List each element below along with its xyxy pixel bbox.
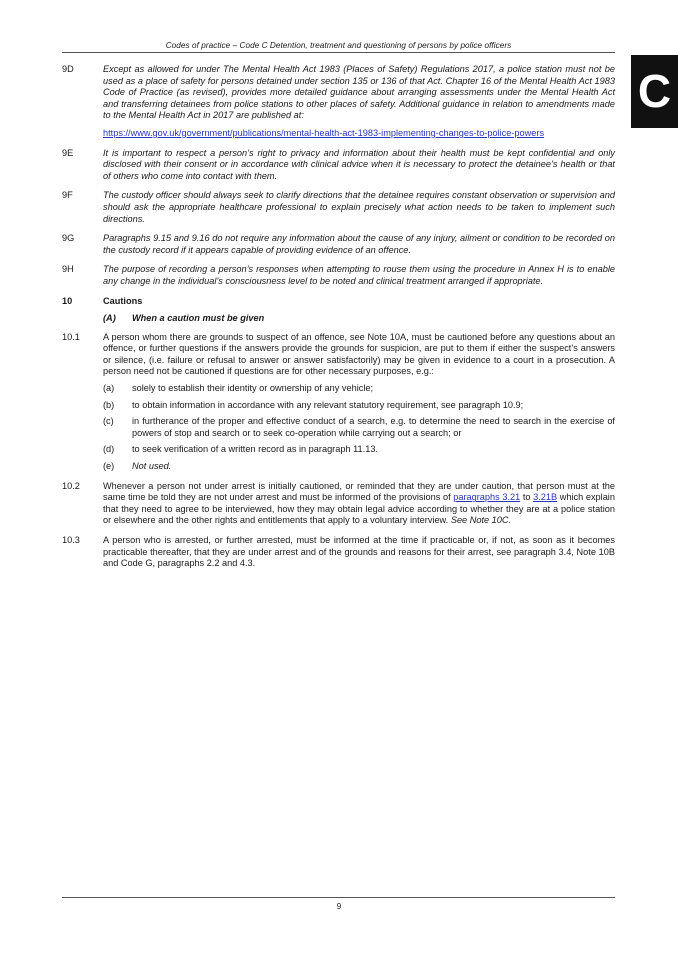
item-text: Not used. bbox=[132, 461, 172, 472]
note-number: 9F bbox=[62, 190, 73, 201]
gov-guidance-link[interactable]: https://www.gov.uk/government/publications/mental-health-act-1983-implementing-changes-to-police-powers bbox=[103, 127, 545, 138]
list-item bbox=[62, 461, 615, 473]
page-content bbox=[62, 64, 615, 578]
paragraph-3-21b-link[interactable]: 3.21B bbox=[533, 492, 558, 503]
note-9h bbox=[62, 264, 615, 287]
note-number: 9E bbox=[62, 147, 74, 158]
item-label: (b) bbox=[103, 399, 115, 410]
section-number: 10 bbox=[62, 295, 73, 306]
list-item bbox=[62, 400, 615, 412]
item-label: (e) bbox=[103, 461, 115, 472]
paragraph-number: 10.2 bbox=[62, 480, 80, 491]
note-number: 9D bbox=[62, 64, 74, 74]
section-heading bbox=[62, 296, 615, 308]
note-text: Except as allowed for under The Mental Health Act 1983 (Places of Safety) Regulations 2017, a police station must not be used as a place of safety for persons detained under section 135 or 136 of that Act. Chapter 16 of the Mental Health Act 1983 Code of Practice (as revised), provides more detailed guidance about arranging assessments under the Mental Health Act and transferring detainees from police stations to other places of safety. Additional guidance in relation to amendments made to the Mental Health Act in 2017 are published at: bbox=[103, 64, 615, 121]
note-text: The purpose of recording a person’s responses when attempting to rouse them using the procedure in Annex H is to enable any change in the individual’s consciousness level to be noted and clinical treatment arranged if appropriate. bbox=[103, 264, 615, 286]
list-item bbox=[62, 444, 615, 456]
list-item bbox=[62, 416, 615, 439]
running-header: Codes of practice – Code C Detention, treatment and questioning of persons by police officers bbox=[165, 41, 512, 50]
text-segment: to bbox=[522, 492, 531, 503]
page-number: 9 bbox=[336, 902, 342, 911]
note-number: 9G bbox=[62, 233, 75, 244]
section-title: Cautions bbox=[103, 295, 143, 306]
header-divider bbox=[62, 52, 615, 53]
subsection-title: When a caution must be given bbox=[132, 313, 265, 324]
list-item bbox=[62, 383, 615, 395]
item-text: in furtherance of the proper and effective conduct of a search, e.g. to determine the need to search in the exercise of powers of stop and search or to seek co-operation while carrying out a search; or bbox=[132, 416, 615, 438]
subsection-heading bbox=[62, 313, 615, 325]
note-text: The custody officer should always seek to clarify directions that the detainee requires constant observation or supervision and should ask the appropriate healthcare professional to explain precisely what action needs to be taken to implement such directions. bbox=[103, 190, 615, 224]
paragraph-10-3 bbox=[62, 535, 615, 570]
item-label: (d) bbox=[103, 444, 115, 455]
subsection-label: (A) bbox=[103, 313, 116, 324]
section-tab-c: C bbox=[631, 55, 678, 128]
note-reference: See Note 10C. bbox=[450, 515, 512, 526]
paragraph-text: A person who is arrested, or further arrested, must be informed at the time if practicable or, if not, as soon as it becomes practicable thereafter, that they are under arrest and of the grounds and reasons for their arrest, see paragraph 3.4, Note 10B and Code G, paragraphs 2.2 and 4.3. bbox=[103, 535, 615, 569]
paragraph-10-2 bbox=[62, 481, 615, 527]
note-number: 9H bbox=[62, 264, 74, 275]
paragraph-number: 10.1 bbox=[62, 331, 80, 342]
note-text: It is important to respect a person’s right to privacy and information about their health must be kept confidential and only disclosed with their consent or in accordance with clinical advice when it is necessary to protect the detainee’s health or that of others who come into contact with them. bbox=[103, 147, 615, 181]
item-label: (a) bbox=[103, 383, 115, 394]
note-9g bbox=[62, 233, 615, 256]
note-text: Paragraphs 9.15 and 9.16 do not require any information about the cause of any injury, ailment or condition to be recorded on the custody record if it appears capable of providing evidence of an offence. bbox=[103, 233, 615, 255]
note-9d bbox=[62, 64, 615, 140]
paragraph-number: 10.3 bbox=[62, 535, 80, 545]
item-text: to seek verification of a written record as in paragraph 11.13. bbox=[132, 444, 378, 455]
text-segment: which explain that they need to agree to be interviewed, how they may obtain legal advice according to whether they are at a police station or elsewhere and the other rights and entitlements that apply to a voluntary interview. bbox=[103, 492, 615, 526]
paragraph-text bbox=[103, 481, 615, 527]
item-text: to obtain information in accordance with any relevant statutory requirement, see paragraph 10.9; bbox=[132, 399, 524, 410]
paragraph-text: A person whom there are grounds to suspect of an offence, see Note 10A, must be cautioned before any questions about an offence, or further questions if the answers provide the grounds for suspicion, are put to them if either the suspect’s answers or silence, (i.e. failure or refusal to answer or answer satisfactorily) may be given in evidence to a court in a prosecution. A person need not be cautioned if questions are for other necessary purposes, e.g.: bbox=[103, 331, 615, 377]
paragraph-3-21-link[interactable]: paragraphs 3.21 bbox=[453, 492, 521, 503]
text-segment: Whenever a person not under arrest is initially cautioned, or reminded that they are under caution, that person must at the same time be told they are not under arrest and must be informed of the provisions of bbox=[103, 480, 615, 503]
note-9e bbox=[62, 148, 615, 183]
footer-divider bbox=[62, 897, 615, 898]
item-text: solely to establish their identity or ownership of any vehicle; bbox=[132, 383, 374, 394]
paragraph-10-1 bbox=[62, 332, 615, 378]
note-9f bbox=[62, 190, 615, 225]
item-label: (c) bbox=[103, 416, 114, 427]
